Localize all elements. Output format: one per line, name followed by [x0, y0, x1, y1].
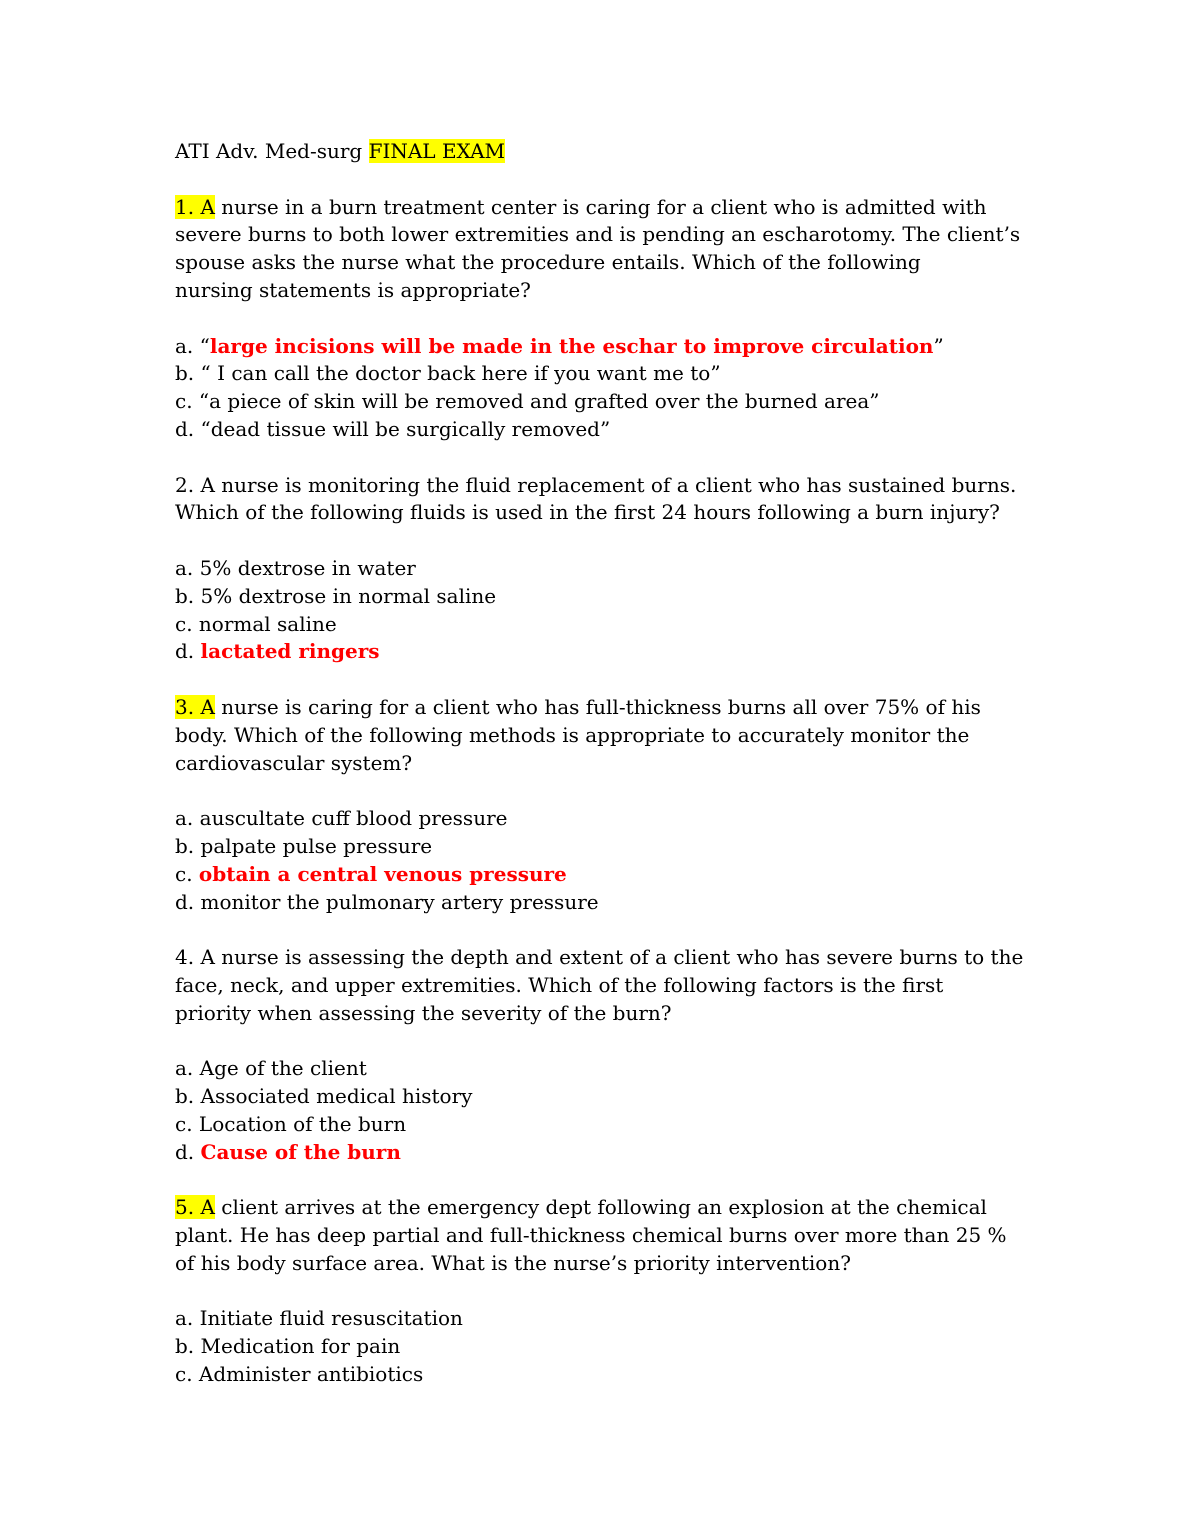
question-text: priority when assessing the severity of the burn?	[175, 1000, 672, 1025]
question-5	[175, 1194, 1025, 1389]
question-text: nurse in a burn treatment center is caring for a client who is admitted with	[214, 194, 987, 219]
question-text: client arrives at the emergency dept following an explosion at the chemical	[214, 1195, 987, 1220]
option-b: b. palpate pulse pressure	[175, 833, 433, 858]
correct-answer: lactated ringers	[200, 639, 380, 664]
question-text: face, neck, and upper extremities. Which of the following factors is the first	[175, 972, 944, 997]
option-a: a. “large incisions will be made in the eschar to improve circulation”	[175, 333, 944, 358]
question-number: 3. A	[175, 694, 215, 719]
question-text: cardiovascular system?	[175, 750, 413, 775]
question-text: body. Which of the following methods is appropriate to accurately monitor the	[175, 722, 970, 747]
question-4	[175, 944, 1025, 1166]
document-title	[175, 138, 1025, 166]
option-d: d. Cause of the burn	[175, 1139, 401, 1164]
question-number: 1. A	[175, 194, 215, 219]
option-b: b. Medication for pain	[175, 1334, 401, 1359]
question-text: spouse asks the nurse what the procedure entails. Which of the following	[175, 250, 921, 275]
question-text: plant. He has deep partial and full-thickness chemical burns over more than 25 %	[175, 1223, 1007, 1248]
question-text: nurse is assessing the depth and extent of a client who has severe burns to the	[214, 945, 1024, 970]
option-d: d. lactated ringers	[175, 639, 380, 664]
question-number: 4. A	[175, 945, 215, 970]
question-number: 5. A	[175, 1195, 215, 1220]
question-text: Which of the following fluids is used in the first 24 hours following a burn injury?	[175, 500, 1000, 525]
correct-answer: obtain a central venous pressure	[198, 861, 567, 886]
option-a: a. Age of the client	[175, 1056, 367, 1081]
question-text: nurse is caring for a client who has full-thickness burns all over 75% of his	[214, 694, 981, 719]
option-a: a. Initiate fluid resuscitation	[175, 1306, 463, 1331]
option-d: d. “dead tissue will be surgically removed”	[175, 416, 611, 441]
question-1	[175, 194, 1025, 444]
option-b: b. “ I can call the doctor back here if you want me to”	[175, 361, 721, 386]
question-3	[175, 694, 1025, 916]
correct-answer: large incisions will be made in the eschar to improve circulation	[209, 333, 934, 358]
question-2	[175, 472, 1025, 667]
title-prefix: ATI Adv. Med-surg	[175, 139, 369, 163]
question-text: nurse is monitoring the fluid replacement of a client who has sustained burns.	[214, 472, 1017, 497]
option-c: c. Administer antibiotics	[175, 1362, 424, 1387]
document-page	[175, 138, 1025, 1389]
question-text: nursing statements is appropriate?	[175, 277, 531, 302]
question-number: 2. A	[175, 472, 215, 497]
question-text: severe burns to both lower extremities and is pending an escharotomy. The client’s	[175, 222, 1021, 247]
option-a: a. 5% dextrose in water	[175, 555, 416, 580]
option-a: a. auscultate cuff blood pressure	[175, 806, 508, 831]
question-text: of his body surface area. What is the nurse’s priority intervention?	[175, 1250, 851, 1275]
option-b: b. Associated medical history	[175, 1084, 473, 1109]
correct-answer: Cause of the burn	[200, 1139, 401, 1164]
title-highlight: FINAL EXAM	[368, 139, 505, 163]
option-c: c. normal saline	[175, 611, 337, 636]
option-d: d. monitor the pulmonary artery pressure	[175, 889, 599, 914]
option-c: c. Location of the burn	[175, 1111, 407, 1136]
option-c: c. obtain a central venous pressure	[175, 861, 567, 886]
option-b: b. 5% dextrose in normal saline	[175, 583, 497, 608]
option-c: c. “a piece of skin will be removed and grafted over the burned area”	[175, 389, 880, 414]
